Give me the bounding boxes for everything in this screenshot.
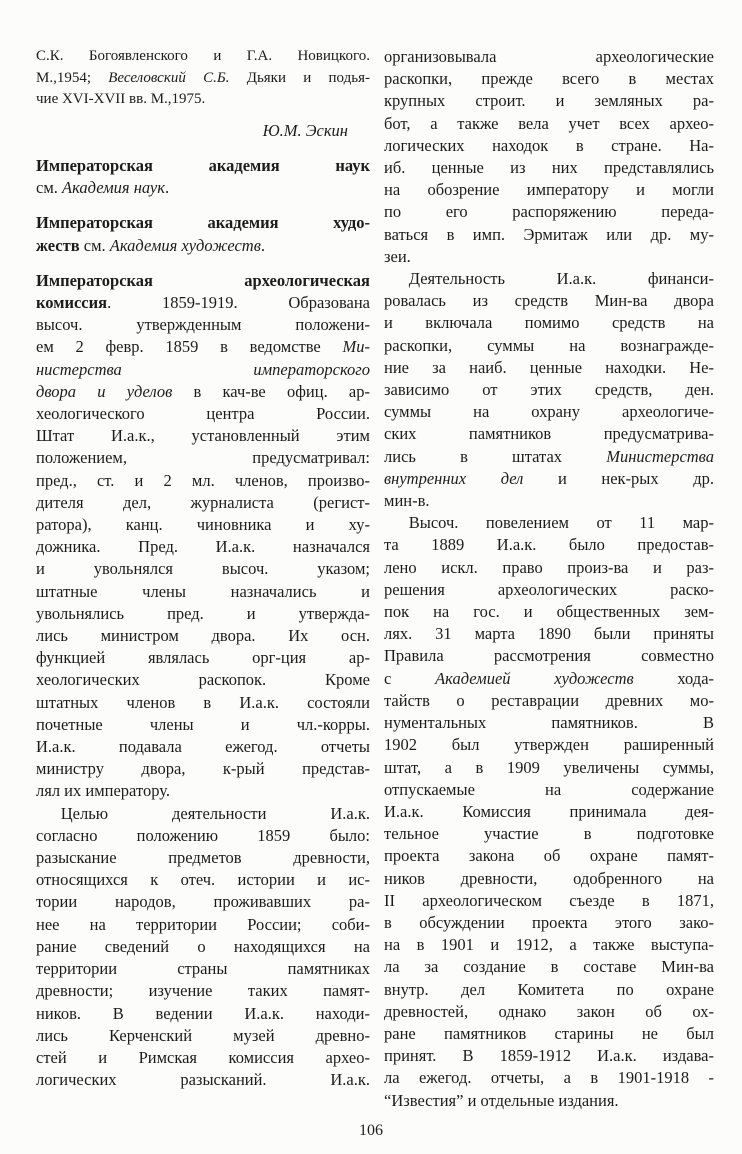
text-run: согласно положению 1859 было: bbox=[36, 825, 370, 845]
italic-text-run: внутренних дел bbox=[384, 468, 524, 488]
text-run: лись министром двора. Их осн. bbox=[36, 626, 370, 646]
text-line bbox=[384, 1067, 714, 1089]
paragraph-financing bbox=[384, 268, 714, 512]
text-line bbox=[36, 514, 370, 536]
text-run: суммы на охрану археологиче- bbox=[384, 402, 714, 422]
bold-text-run: Императорская академия худо- bbox=[36, 213, 370, 233]
text-line bbox=[36, 780, 370, 802]
bibliography-continuation bbox=[36, 46, 370, 111]
text-run: та 1889 И.а.к. было предостав- bbox=[384, 535, 714, 555]
text-run: увольнялись пред. и утвержда- bbox=[36, 603, 370, 623]
text-line bbox=[36, 758, 370, 780]
text-line bbox=[36, 359, 370, 381]
text-run: по его распоряжению переда- bbox=[384, 202, 714, 222]
text-line bbox=[384, 446, 714, 468]
text-run: решения археологических раско- bbox=[384, 579, 714, 599]
text-run: . 1859-1919. Образована bbox=[107, 293, 370, 312]
text-run: ла за создание в составе Мин-ва bbox=[384, 957, 714, 977]
text-run: в обсуждении проекта этого зако- bbox=[384, 912, 714, 932]
text-line bbox=[36, 914, 370, 936]
text-run: хеологических раскопок. Кроме bbox=[36, 670, 370, 690]
text-run: пок на гос. и общественных зем- bbox=[384, 602, 714, 622]
bold-text-run: Императорская археологическая bbox=[36, 270, 370, 290]
text-run: ников древности, одобренного на bbox=[384, 868, 714, 888]
italic-text-run: Ю.М. Эскин bbox=[262, 120, 348, 140]
text-run: внутр. дел Комитета по охране bbox=[384, 979, 714, 999]
text-run: относящихся к отеч. истории и ис- bbox=[36, 870, 370, 890]
text-line bbox=[36, 603, 370, 625]
text-line bbox=[384, 46, 714, 68]
text-run: рание сведений о находящихся на bbox=[36, 936, 370, 956]
text-run: “Известия” и отдельные издания. bbox=[384, 1090, 619, 1110]
italic-text-run: Академия наук bbox=[62, 178, 165, 198]
text-run: на в 1901 и 1912, а также выступа- bbox=[384, 935, 714, 955]
text-line bbox=[36, 647, 370, 669]
text-run: И.а.к. Комиссия принимала дея- bbox=[384, 801, 714, 821]
text-line bbox=[384, 579, 714, 601]
text-line bbox=[36, 936, 370, 958]
text-run: раскопки, прежде всего в местах bbox=[384, 69, 714, 89]
text-line bbox=[384, 135, 714, 157]
text-run: ваться в имп. Эрмитаж или др. му- bbox=[384, 224, 714, 244]
text-line bbox=[36, 292, 370, 314]
text-run: штатные члены назначались и bbox=[36, 581, 370, 601]
text-line bbox=[384, 246, 714, 268]
text-run: ников. В ведении И.а.к. находи- bbox=[36, 1003, 370, 1023]
text-line bbox=[384, 1045, 714, 1067]
text-run: функцией являлась орг-ция ар- bbox=[36, 648, 370, 668]
text-line bbox=[36, 336, 370, 358]
text-run: положением, предусматривал: bbox=[36, 448, 370, 468]
text-line bbox=[384, 224, 714, 246]
text-line bbox=[384, 868, 714, 890]
text-line bbox=[36, 314, 370, 336]
text-line bbox=[384, 379, 714, 401]
paragraph-goals bbox=[36, 803, 370, 1092]
author-signature bbox=[36, 120, 370, 142]
text-run: нументальных памятников. В bbox=[384, 713, 714, 733]
text-line bbox=[384, 934, 714, 956]
text-run: крупных строит. и земляных ра- bbox=[384, 91, 714, 111]
text-columns bbox=[36, 46, 714, 1112]
text-line bbox=[384, 290, 714, 312]
text-run: М.,1954; bbox=[36, 69, 109, 86]
text-run: зеи. bbox=[384, 246, 411, 266]
text-run: отпускаемые на содержание bbox=[384, 779, 714, 799]
text-line bbox=[384, 335, 714, 357]
text-line bbox=[384, 90, 714, 112]
text-run: нее на территории России; соби- bbox=[36, 914, 370, 934]
text-run: организовывала археологические bbox=[384, 47, 714, 66]
italic-text-run: нистерства императорского bbox=[36, 359, 370, 379]
text-line bbox=[36, 447, 370, 469]
text-run: бот, а также вела учет всех архео- bbox=[384, 113, 714, 133]
text-run: тайств о реставрации древних мо- bbox=[384, 690, 714, 710]
text-line bbox=[36, 869, 370, 891]
text-line bbox=[36, 736, 370, 758]
bold-text-run: Императорская академия наук bbox=[36, 155, 370, 175]
text-run: хода- bbox=[633, 668, 715, 688]
text-line bbox=[36, 270, 370, 292]
right-column bbox=[384, 46, 714, 1112]
text-line bbox=[384, 690, 714, 712]
text-run: древностей, однако закон об ох- bbox=[384, 1001, 714, 1021]
italic-text-run: двора и уделов bbox=[36, 381, 173, 401]
text-run: хеологического центра России. bbox=[36, 404, 370, 424]
text-run: ратора), канц. чиновника и ху- bbox=[36, 515, 370, 535]
text-line bbox=[384, 401, 714, 423]
text-line bbox=[384, 1023, 714, 1045]
text-line bbox=[36, 891, 370, 913]
text-line bbox=[36, 847, 370, 869]
paragraph-goals-continuation bbox=[384, 46, 714, 268]
text-run: см. bbox=[36, 178, 63, 198]
text-line bbox=[36, 68, 370, 90]
italic-text-run: Веселовский С.Б. bbox=[108, 69, 230, 86]
text-run: лись Керченский музей древно- bbox=[36, 1025, 370, 1045]
text-line bbox=[384, 823, 714, 845]
text-run: иб. ценные из них представлялись bbox=[384, 158, 714, 178]
text-run: проекта закона об охране памят- bbox=[384, 846, 714, 866]
text-run: Целью деятельности И.а.к. bbox=[60, 803, 370, 823]
text-run: И.а.к. подавала ежегод. отчеты bbox=[36, 737, 370, 757]
text-run: ровалась из средств Мин-ва двора bbox=[384, 291, 714, 311]
paragraph-decree-1889 bbox=[384, 512, 714, 1111]
text-run: пред., ст. и 2 мл. членов, произво- bbox=[36, 470, 370, 490]
bold-text-run: жеств bbox=[36, 235, 80, 255]
text-run: 1902 был утвержден раширенный bbox=[384, 735, 714, 755]
text-line bbox=[384, 979, 714, 1001]
text-run: . bbox=[164, 178, 170, 198]
text-run: . bbox=[260, 235, 265, 255]
text-run: на обозрение императору и могли bbox=[384, 180, 714, 200]
text-run: чие XVI-XVII вв. М.,1975. bbox=[36, 91, 206, 108]
italic-text-run: Ми- bbox=[342, 337, 370, 357]
text-run: Дьяки и подья- bbox=[229, 69, 370, 86]
text-line bbox=[36, 1047, 370, 1069]
text-line bbox=[384, 734, 714, 756]
text-line bbox=[384, 601, 714, 623]
text-run: ских памятников предусматрива- bbox=[384, 424, 714, 444]
text-line bbox=[384, 534, 714, 556]
text-line bbox=[384, 912, 714, 934]
text-line bbox=[384, 557, 714, 579]
text-run: штатных членов в И.а.к. состояли bbox=[36, 692, 370, 712]
text-line bbox=[384, 423, 714, 445]
text-run: принят. В 1859-1912 И.а.к. издава- bbox=[384, 1046, 714, 1066]
text-run: территории страны памятниках bbox=[36, 959, 370, 979]
text-line bbox=[36, 46, 370, 68]
text-line bbox=[36, 558, 370, 580]
text-line bbox=[36, 958, 370, 980]
text-line bbox=[36, 1069, 370, 1091]
text-run: Правила рассмотрения совместно bbox=[384, 646, 714, 666]
text-line bbox=[36, 1025, 370, 1047]
text-run: лях. 31 марта 1890 были приняты bbox=[384, 624, 714, 644]
text-run: Штат И.а.к., установленный этим bbox=[36, 426, 370, 446]
text-line bbox=[384, 956, 714, 978]
text-run: лено искл. право произ-ва и раз- bbox=[384, 557, 714, 577]
italic-text-run: Академия художеств bbox=[109, 235, 261, 255]
text-line bbox=[36, 235, 370, 257]
text-run: дителя дел, журналиста (регист- bbox=[36, 492, 370, 512]
text-line bbox=[36, 155, 370, 177]
entry-imperatorskaya-akademiya-khudozhestv bbox=[36, 212, 370, 256]
text-line bbox=[36, 177, 370, 199]
text-line bbox=[36, 625, 370, 647]
text-line bbox=[384, 712, 714, 734]
bold-text-run: комиссия bbox=[36, 293, 108, 312]
text-line bbox=[384, 312, 714, 334]
text-line bbox=[384, 668, 714, 690]
text-line bbox=[384, 268, 714, 290]
text-line bbox=[36, 403, 370, 425]
text-run: в кач-ве офиц. ар- bbox=[172, 381, 370, 401]
text-run: логических находок в стране. На- bbox=[384, 135, 714, 155]
text-line bbox=[384, 357, 714, 379]
text-run: почетные члены и чл.-корры. bbox=[36, 714, 370, 734]
text-line bbox=[384, 113, 714, 135]
text-line bbox=[384, 801, 714, 823]
text-line bbox=[36, 825, 370, 847]
text-run: и включала помимо средств на bbox=[384, 313, 714, 333]
text-run: С.К. Богоявленского и Г.А. Новицкого. bbox=[36, 48, 370, 64]
text-line bbox=[36, 980, 370, 1002]
text-run: ране памятников старины не был bbox=[384, 1023, 714, 1043]
text-run: мин-в. bbox=[384, 491, 430, 511]
text-line bbox=[36, 581, 370, 603]
text-line bbox=[384, 890, 714, 912]
text-run: стей и Римская комиссия архео- bbox=[36, 1047, 370, 1067]
text-line bbox=[384, 623, 714, 645]
left-column bbox=[36, 46, 370, 1112]
text-line bbox=[384, 1001, 714, 1023]
text-line bbox=[384, 512, 714, 534]
text-run: ем 2 февр. 1859 в ведомстве bbox=[36, 337, 343, 357]
text-line bbox=[384, 757, 714, 779]
text-line bbox=[36, 425, 370, 447]
text-run: ла ежегод. отчеты, а в 1901-1918 - bbox=[384, 1068, 714, 1088]
text-run: лял их императору. bbox=[36, 781, 170, 801]
text-line bbox=[36, 714, 370, 736]
text-line bbox=[36, 1003, 370, 1025]
text-line bbox=[36, 536, 370, 558]
text-run: дожника. Пред. И.а.к. назначался bbox=[36, 537, 370, 557]
text-line bbox=[384, 68, 714, 90]
text-line bbox=[36, 803, 370, 825]
entry-imperatorskaya-akademiya-nauk bbox=[36, 155, 370, 199]
text-run: министру двора, к-рый представ- bbox=[36, 759, 370, 779]
page-number: 106 bbox=[359, 1122, 383, 1139]
text-line bbox=[36, 89, 370, 111]
text-line bbox=[384, 845, 714, 867]
italic-text-run: Министерства bbox=[606, 446, 714, 466]
text-run: древности; изучение таких памят- bbox=[36, 981, 370, 1001]
text-run: см. bbox=[79, 235, 110, 255]
text-line bbox=[384, 179, 714, 201]
text-line bbox=[384, 157, 714, 179]
text-run: II археологическом съезде в 1871, bbox=[384, 890, 714, 910]
text-run: ние за наиб. ценные находки. Не- bbox=[384, 357, 714, 377]
text-run: высоч. утвержденным положени- bbox=[36, 315, 370, 335]
text-line bbox=[36, 669, 370, 691]
text-run: раскопки, суммы на вознагражде- bbox=[384, 335, 714, 355]
text-run: и нек-рых др. bbox=[523, 468, 714, 488]
text-run: тельное участие в подготовке bbox=[384, 824, 714, 844]
text-line bbox=[36, 470, 370, 492]
text-line bbox=[36, 381, 370, 403]
text-run: лись в штатах bbox=[384, 446, 607, 466]
text-line bbox=[36, 120, 348, 142]
text-run: Высоч. повелением от 11 мар- bbox=[408, 513, 714, 533]
text-line bbox=[384, 468, 714, 490]
text-run: разыскание предметов древности, bbox=[36, 848, 370, 868]
text-run: тории народов, проживавших ра- bbox=[36, 892, 370, 912]
text-run: Деятельность И.а.к. финанси- bbox=[408, 269, 714, 289]
text-line bbox=[36, 492, 370, 514]
text-run: логических разысканий. И.а.к. bbox=[36, 1070, 370, 1090]
text-run: и увольнялся высоч. указом; bbox=[36, 559, 370, 579]
text-line bbox=[36, 692, 370, 714]
text-line bbox=[384, 645, 714, 667]
text-run: штат, а в 1909 увеличены суммы, bbox=[384, 757, 714, 777]
text-run: с bbox=[384, 668, 436, 688]
entry-imperatorskaya-arkheologicheskaya-komissiya bbox=[36, 270, 370, 803]
text-line bbox=[384, 1090, 714, 1112]
text-line bbox=[384, 779, 714, 801]
text-line bbox=[384, 490, 714, 512]
text-run: зависимо от этих средств, ден. bbox=[384, 380, 714, 400]
text-line bbox=[36, 212, 370, 234]
italic-text-run: Академией художеств bbox=[435, 668, 634, 688]
text-line bbox=[384, 201, 714, 223]
